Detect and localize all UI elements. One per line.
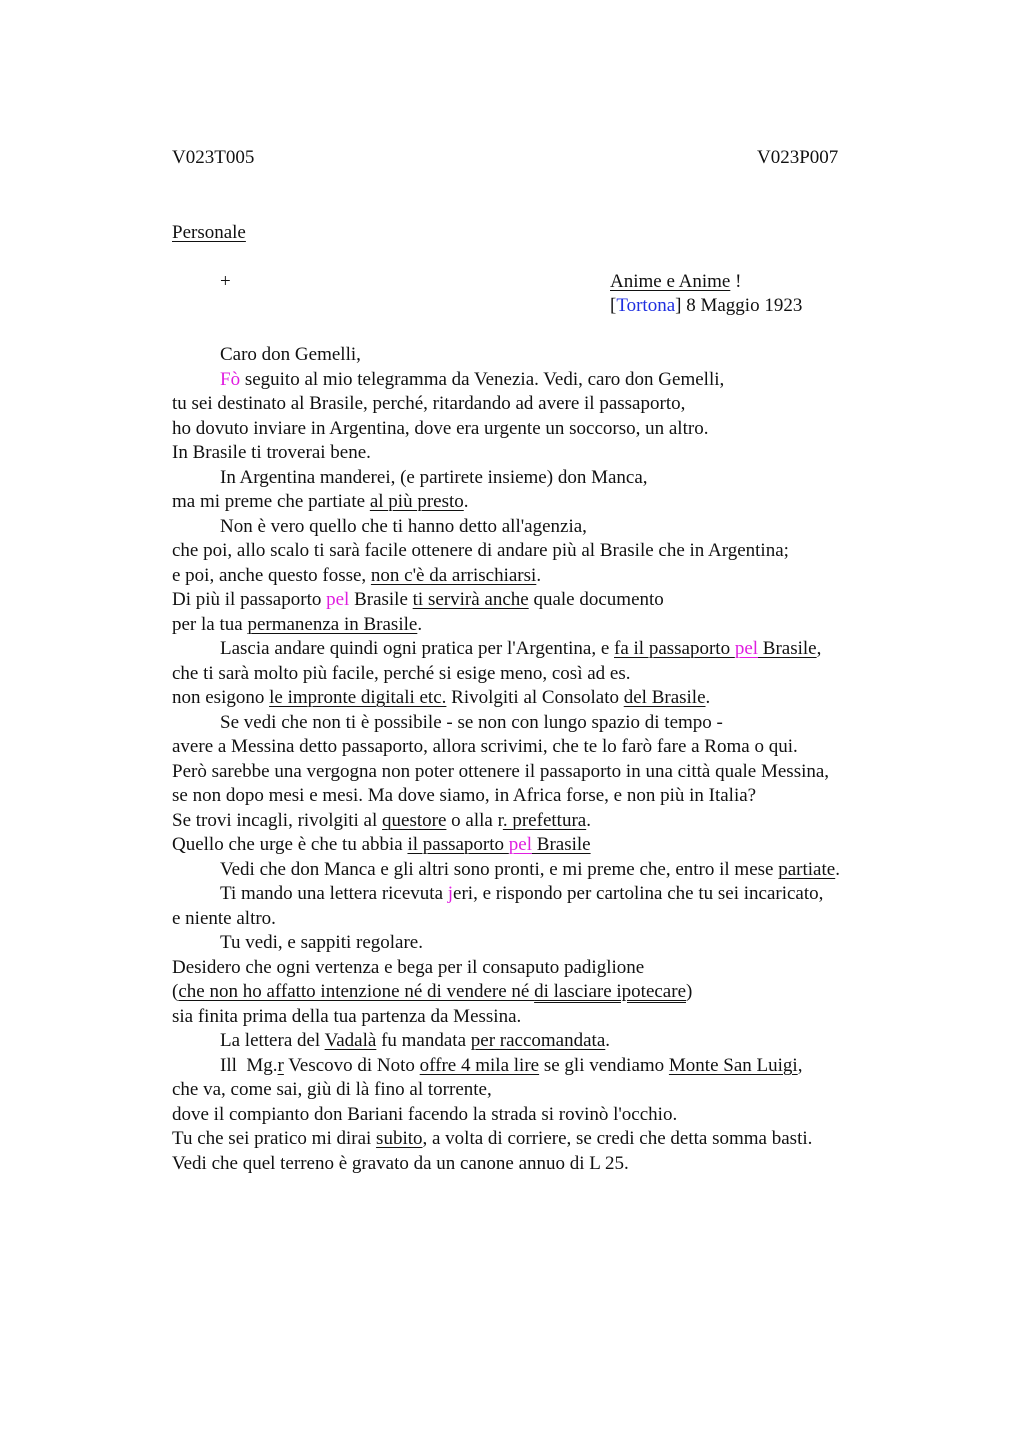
letter-line [172, 614, 422, 636]
letter-text-segment: Brasile [758, 638, 817, 659]
letter-text-segment: quale documento [528, 589, 664, 610]
letter-text-segment: Vedi che don Manca e gli altri sono pronti, e mi preme che, entro il mese [220, 858, 779, 880]
letter-line [172, 491, 469, 513]
letter-text-segment: ti servirà anche [412, 589, 529, 610]
dateline-open-bracket: [ [610, 295, 617, 316]
letter-text-segment: . prefettura [502, 809, 587, 831]
letter-text-segment: per la tua [172, 613, 248, 635]
letter-text-segment: pel [326, 589, 350, 610]
cross-mark: + [220, 271, 231, 292]
letter-line [172, 540, 789, 562]
letter-line [172, 589, 664, 611]
letter-line [172, 932, 423, 954]
letter-title-text: Anime e Anime [610, 271, 731, 292]
letter-text-segment: , [797, 1054, 803, 1076]
letter-text-segment: r [277, 1054, 284, 1076]
letter-text-segment: La lettera del [220, 1030, 325, 1051]
letter-line [172, 393, 685, 415]
letter-text-segment: ( [172, 981, 179, 1002]
letter-text-segment: o alla r [446, 809, 503, 831]
letter-line [172, 908, 276, 930]
letter-text-segment: Tu che sei pratico mi dirai [172, 1128, 377, 1149]
letter-text-segment: Non è vero quello che ti hanno detto all'agenzia, [220, 515, 587, 537]
personale-label: Personale [172, 222, 246, 243]
letter-line [172, 785, 756, 807]
letter-text-segment: ) [686, 981, 693, 1002]
letter-text-segment: . [835, 858, 840, 880]
letter-text-segment: offre 4 mila lire [419, 1054, 540, 1076]
letter-text-segment: questore [382, 809, 447, 831]
letter-text-segment: le impronte digitali etc. [269, 687, 447, 708]
letter-text-segment: Brasile [349, 589, 413, 610]
letter-text-segment: permanenza in Brasile [247, 613, 418, 635]
letter-text-segment: tu sei destinato al Brasile, perché, ritardando ad avere il passaporto, [172, 393, 686, 414]
letter-line [172, 712, 723, 734]
letter-line [172, 663, 630, 685]
letter-line [172, 1030, 610, 1052]
letter-text-segment: partiate [778, 858, 836, 880]
letter-text-segment: pel [508, 834, 533, 855]
document-code-right: V023P007 [757, 147, 839, 168]
letter-text-segment: fu mandata [376, 1030, 471, 1051]
letter-text-segment: per raccomandata [470, 1030, 606, 1051]
letter-text-segment: Vadalà [324, 1030, 377, 1051]
letter-line [172, 467, 648, 489]
letter-text-segment: . [463, 491, 469, 512]
letter-line [172, 981, 692, 1003]
letter-text-segment: Quello che urge è che tu abbia [172, 834, 408, 855]
letter-line [172, 638, 821, 660]
letter-text-segment: che non ho affatto intenzione né di vendere né [178, 981, 535, 1002]
letter-text-segment: e poi, anche questo fosse, [172, 564, 371, 586]
letter-line [172, 883, 823, 905]
letter-line [172, 1128, 812, 1150]
letter-text-segment: al più presto [369, 491, 464, 512]
letter-line [172, 1006, 521, 1028]
letter-text-segment: Vescovo di Noto [283, 1054, 420, 1076]
letter-text-segment: Ill Mg. [220, 1054, 278, 1076]
letter-text-segment: ho dovuto inviare in Argentina, dove era urgente un soccorso, un altro. [172, 417, 709, 439]
letter-text-segment: il passaporto [407, 834, 509, 855]
letter-text-segment: non esigono [172, 687, 270, 708]
letter-line [172, 442, 371, 464]
letter-text-segment: Desidero che ogni vertenza e bega per il consaputo padiglione [172, 956, 645, 978]
letter-line [172, 957, 644, 979]
letter-text-segment: di lasciare ipotecare [534, 981, 687, 1002]
letter-line [172, 834, 591, 856]
letter-line [172, 418, 708, 440]
letter-text-segment: Lascia andare quindi ogni pratica per l'Argentina, e [220, 638, 614, 659]
letter-text-segment: se non dopo mesi e mesi. Ma dove siamo, in Africa forse, e non più in Italia? [172, 785, 757, 806]
letter-text-segment: che ti sarà molto più facile, perché si esige meno, così ad es. [172, 662, 631, 684]
letter-text-segment: Se trovi incagli, rivolgiti al [172, 809, 383, 831]
letter-text-segment: . [605, 1030, 611, 1051]
letter-text-segment: Caro don Gemelli, [220, 344, 361, 365]
letter-text-segment: fa il passaporto [614, 638, 735, 659]
letter-line [172, 369, 724, 391]
letter-line [172, 565, 541, 587]
letter-text-segment: . [586, 809, 591, 831]
letter-text-segment: seguito al mio telegramma da Venezia. Vedi, caro don Gemelli, [240, 368, 725, 390]
dateline-date: ] 8 Maggio 1923 [675, 295, 803, 316]
dateline [610, 295, 802, 317]
letter-text-segment: Rivolgiti al Consolato [446, 687, 624, 708]
dateline-place: Tortona [616, 295, 676, 316]
letter-text-segment: , [816, 638, 822, 659]
letter-text-segment: Se vedi che non ti è possibile - se non con lungo spazio di tempo - [220, 711, 723, 733]
letter-text-segment: dove il compianto don Bariani facendo la strada si rovinò l'occhio. [172, 1103, 678, 1125]
letter-text-segment: . [536, 564, 542, 586]
letter-text-segment: avere a Messina detto passaporto, allora scrivimi, che te lo farò fare a Roma o qui. [172, 736, 798, 757]
letter-line [172, 1104, 677, 1126]
letter-line [172, 1153, 629, 1175]
letter-line [172, 859, 840, 881]
letter-line [172, 761, 829, 783]
letter-text-segment: sia finita prima della tua partenza da Messina. [172, 1005, 522, 1027]
letter-line [172, 810, 591, 832]
letter-line [172, 344, 361, 366]
letter-text-segment: , a volta di corriere, se credi che detta somma basti. [422, 1128, 813, 1149]
letter-text-segment: del Brasile [623, 687, 706, 708]
letter-text-segment: subito [376, 1128, 423, 1149]
letter-text-segment: Brasile [532, 834, 591, 855]
letter-text-segment: Vedi che quel terreno è gravato da un canone annuo di L 25. [172, 1152, 629, 1174]
letter-line [172, 1079, 492, 1101]
letter-text-segment: . [705, 687, 711, 708]
document-code-left: V023T005 [172, 147, 255, 168]
letter-text-segment: Però sarebbe una vergogna non poter ottenere il passaporto in una città quale Messina, [172, 760, 830, 782]
letter-text-segment: Fò [220, 368, 241, 390]
letter-text-segment: eri, e rispondo per cartolina che tu sei incaricato, [453, 883, 824, 904]
letter-text-segment: che va, come sai, giù di là fino al torrente, [172, 1079, 492, 1100]
letter-text-segment: ma mi preme che partiate [172, 491, 370, 512]
letter-text-segment: Monte San Luigi [668, 1054, 798, 1076]
letter-title-mark: ! [730, 271, 742, 292]
letter-text-segment: non c'è da arrischiarsi [370, 564, 537, 586]
letter-text-segment: Ti mando una lettera ricevuta [220, 883, 448, 904]
letter-text-segment: In Brasile ti troverai bene. [172, 442, 371, 463]
letter-text-segment: . [417, 613, 423, 635]
letter-line [172, 736, 798, 758]
letter-text-segment: e niente altro. [172, 907, 276, 929]
letter-text-segment: se gli vendiamo [539, 1054, 669, 1076]
letter-line [172, 1055, 802, 1077]
letter-title [610, 271, 741, 293]
letter-text-segment: Tu vedi, e sappiti regolare. [220, 932, 423, 953]
letter-text-segment: che poi, allo scalo ti sarà facile ottenere di andare più al Brasile che in Argentina; [172, 540, 789, 561]
letter-text-segment: j [447, 883, 454, 904]
letter-text-segment: pel [734, 638, 759, 659]
letter-line [172, 516, 587, 538]
letter-line [172, 687, 710, 709]
letter-text-segment: In Argentina manderei, (e partirete insieme) don Manca, [220, 466, 648, 488]
letter-text-segment: Di più il passaporto [172, 589, 327, 610]
